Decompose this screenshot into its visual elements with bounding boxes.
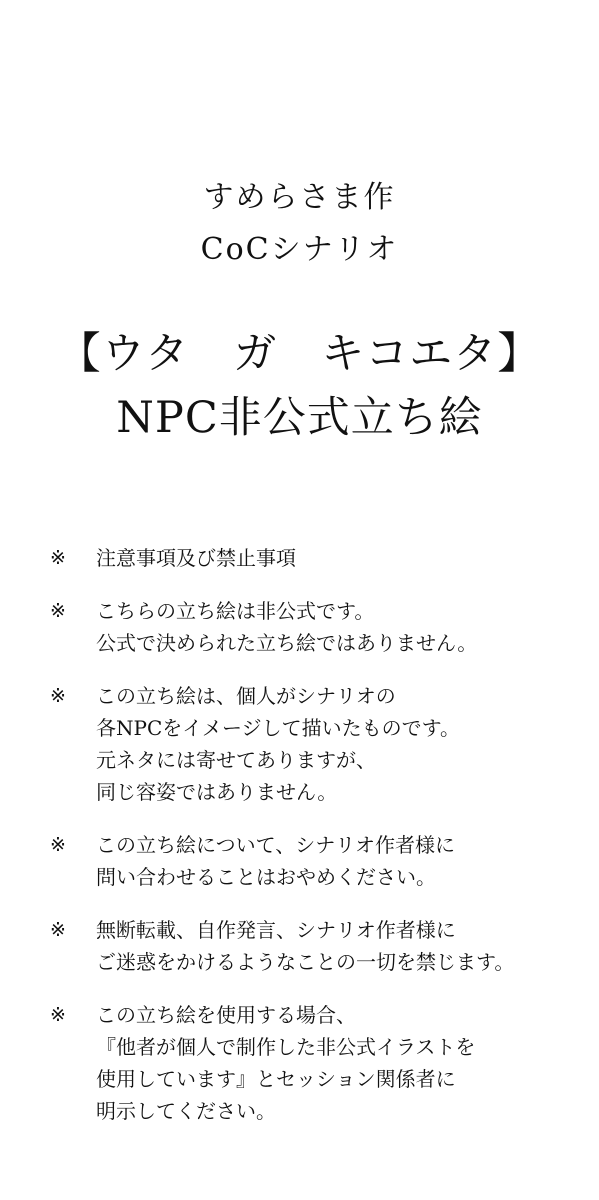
note-line: ご迷惑をかけるようなことの一切を禁じます。: [96, 950, 515, 974]
note-line: 各NPCをイメージして描いたものです。: [96, 716, 461, 740]
note-item: [50, 999, 590, 1127]
note-mark: ※: [50, 834, 66, 856]
note-item: [50, 914, 590, 978]
page-subtitle: NPC非公式立ち絵: [116, 393, 483, 443]
header: [0, 172, 599, 276]
note-mark: ※: [50, 1004, 66, 1026]
title-block: [0, 322, 599, 450]
note-line: 同じ容姿ではありません。: [96, 780, 338, 804]
note-mark: ※: [50, 547, 66, 569]
note-line: この立ち絵は、個人がシナリオの: [96, 684, 396, 708]
notes-list: [50, 542, 590, 1148]
note-line: こちらの立ち絵は非公式です。: [96, 599, 375, 623]
note-item: [50, 680, 590, 808]
note-item: [50, 829, 590, 893]
note-line: 使用しています』とセッション関係者に: [96, 1067, 456, 1091]
note-line: 『他者が個人で制作した非公式イラストを: [96, 1035, 476, 1059]
note-item: [50, 595, 590, 659]
note-line: この立ち絵を使用する場合、: [96, 1003, 356, 1027]
note-line: この立ち絵について、シナリオ作者様に: [96, 833, 455, 857]
note-line: 元ネタには寄せてありますが、: [96, 748, 376, 772]
note-line: 明示してください。: [96, 1099, 276, 1123]
note-line: 公式で決められた立ち絵ではありません。: [96, 631, 478, 655]
note-heading: 注意事項及び禁止事項: [96, 546, 296, 570]
note-line: 問い合わせることはおやめください。: [96, 865, 436, 889]
note-line: 無断転載、自作発言、シナリオ作者様に: [96, 918, 456, 942]
note-mark: ※: [50, 685, 66, 707]
note-item: [50, 542, 590, 574]
note-mark: ※: [50, 919, 66, 941]
note-mark: ※: [50, 600, 66, 622]
page-title: 【ウタ ガ キコエタ】: [57, 329, 542, 379]
author-line: すめらさま作: [203, 180, 396, 215]
genre-line: CoCシナリオ: [200, 232, 399, 267]
